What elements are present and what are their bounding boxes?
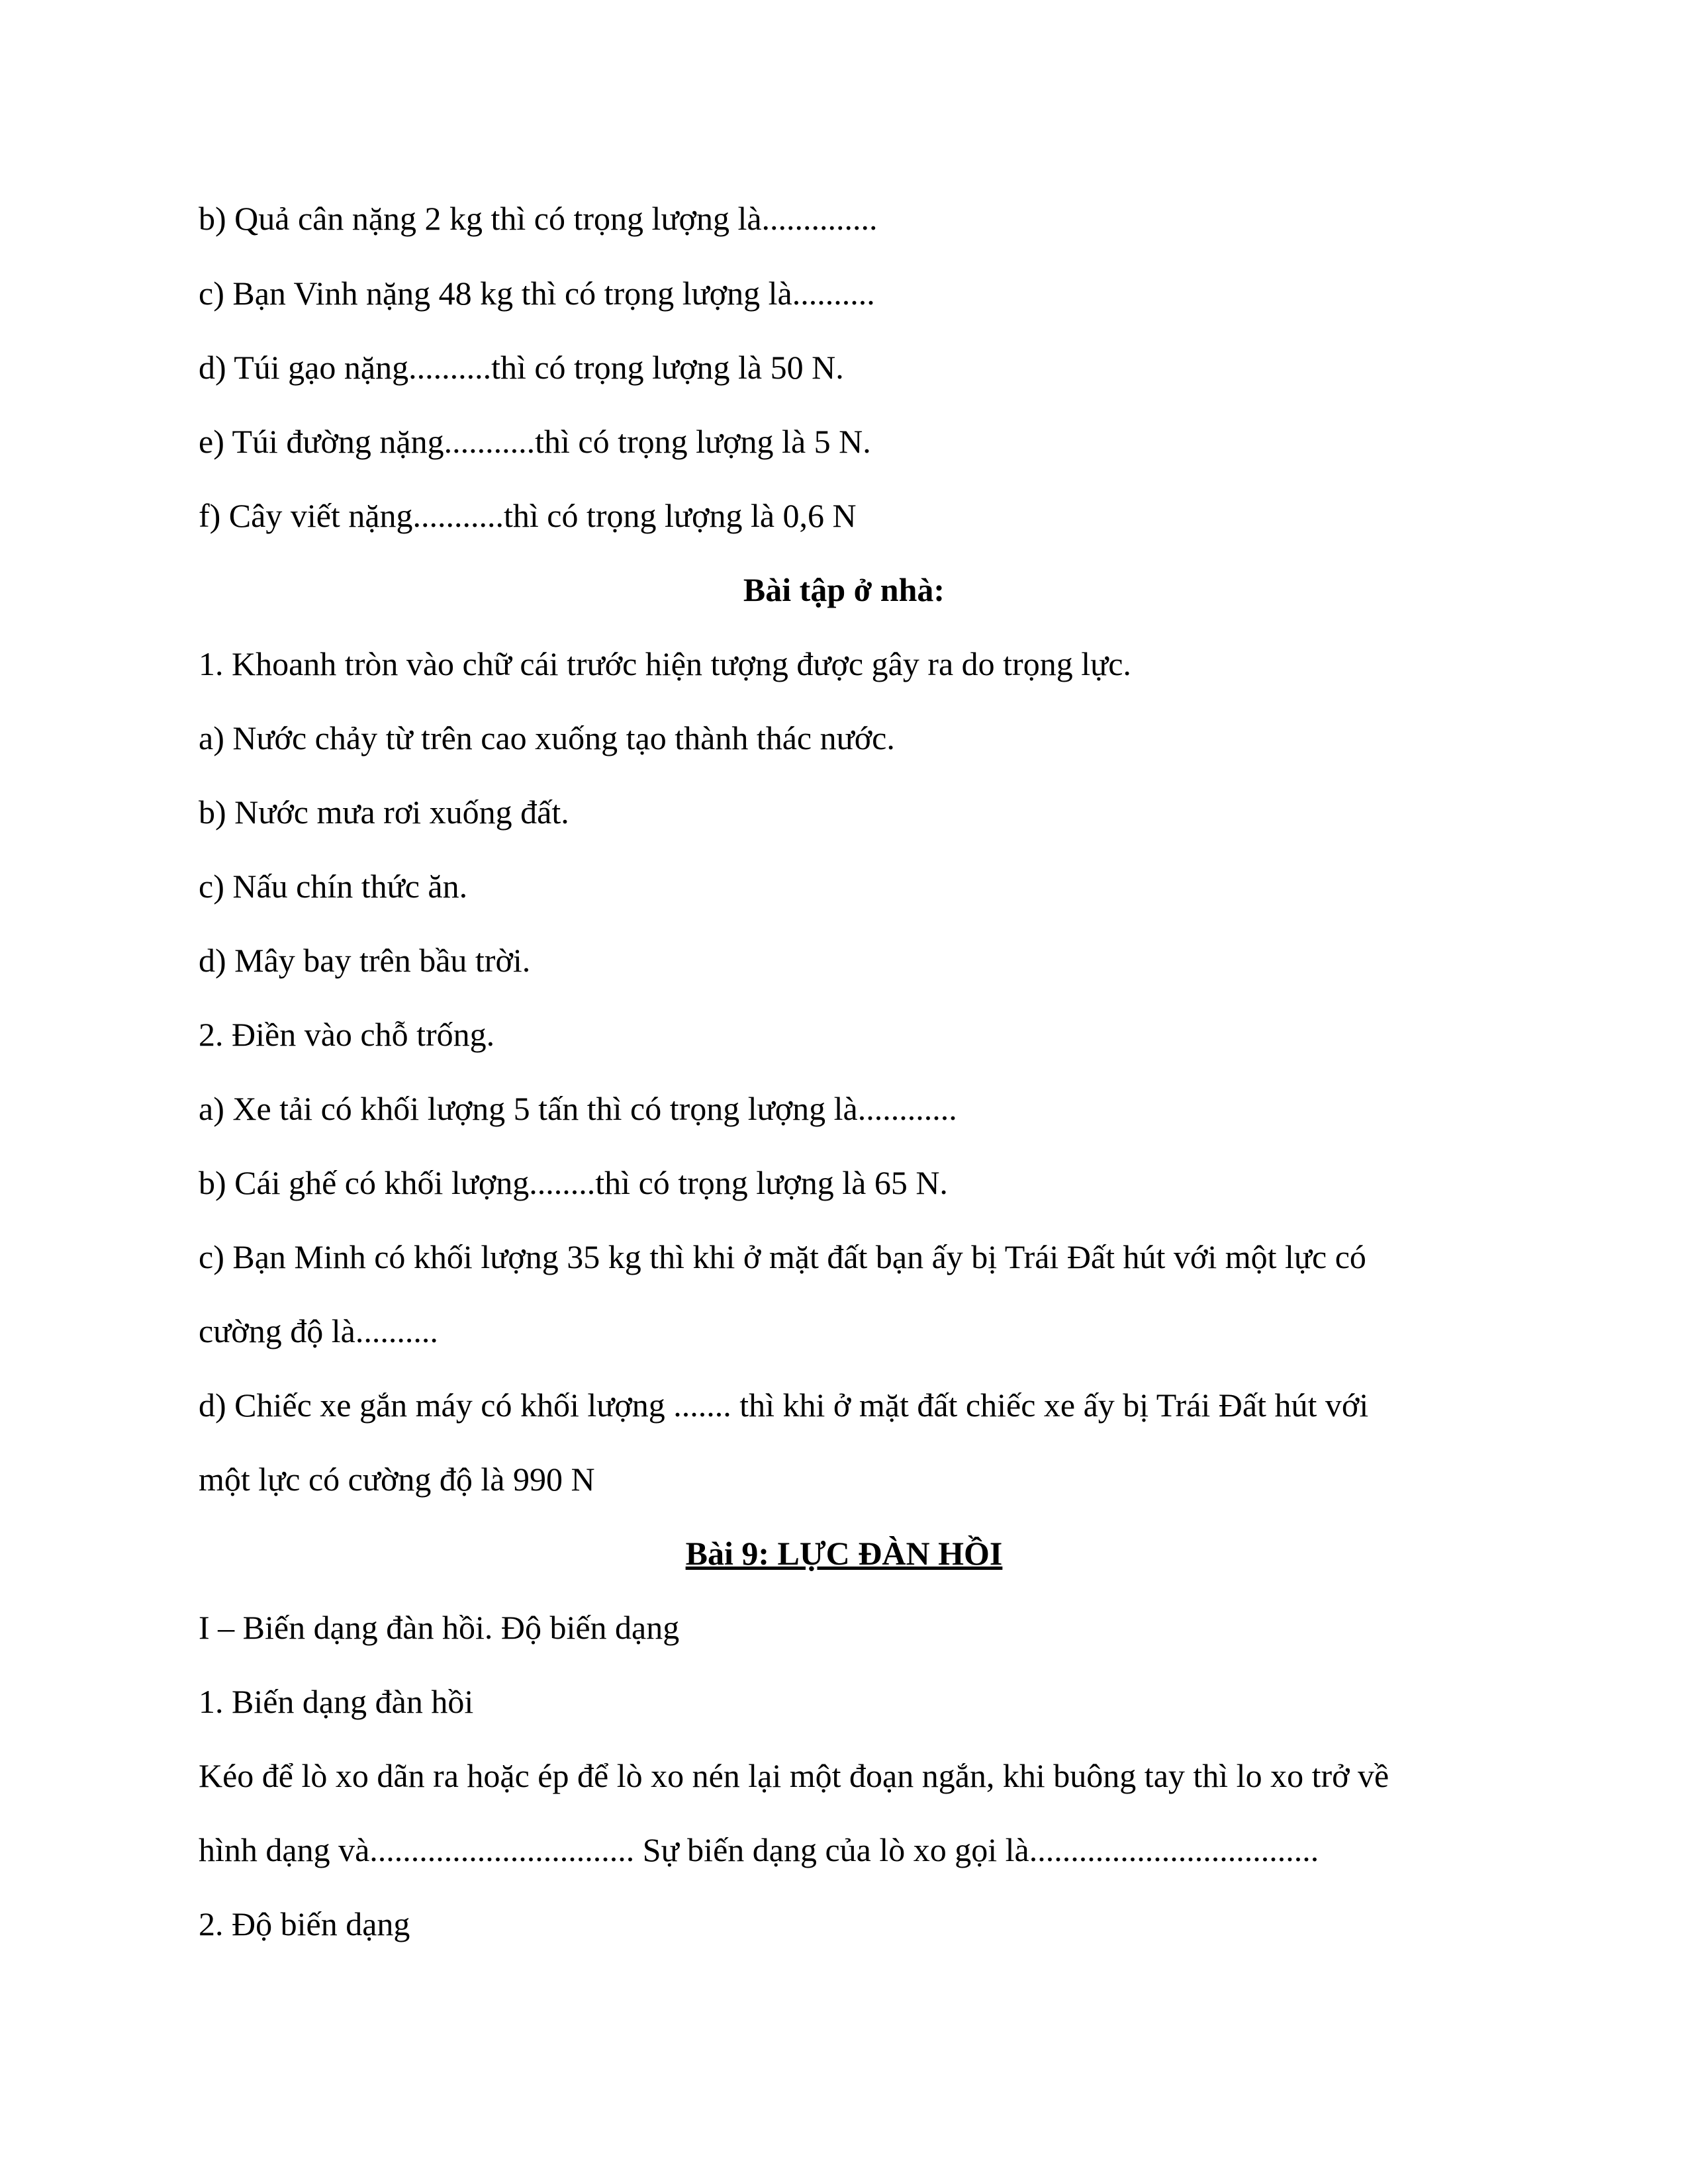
homework-fill-d: d) Chiếc xe gắn máy có khối lượng ....... thì khi ở mặt đất chiếc xe ấy bị Trái Đất hút với [199,1387,1369,1424]
homework-option-c: c) Nấu chín thức ăn. [199,868,468,905]
homework-heading: Bài tập ở nhà: [743,571,945,608]
exercise-line-c: c) Bạn Vinh nặng 48 kg thì có trọng lượng là.......... [199,275,875,312]
paragraph-line-1: Kéo để lò xo dãn ra hoặc ép để lò xo nén lại một đoạn ngắn, khi buông tay thì lo xo trở về [199,1757,1389,1794]
homework-option-a: a) Nước chảy từ trên cao xuống tạo thành thác nước. [199,719,895,756]
homework-fill-a: a) Xe tải có khối lượng 5 tấn thì có trọng lượng là............ [199,1090,957,1127]
homework-fill-d-cont: một lực có cường độ là 990 N [199,1461,595,1498]
exercise-line-d: d) Túi gạo nặng..........thì có trọng lượng là 50 N. [199,349,844,386]
subsection-heading-1: 1. Biến dạng đàn hồi [199,1683,474,1720]
homework-fill-c-cont: cường độ là.......... [199,1312,438,1349]
lesson-heading: Bài 9: LỰC ĐÀN HỒI [685,1535,1003,1572]
homework-fill-b: b) Cái ghế có khối lượng........thì có trọng lượng là 65 N. [199,1164,948,1201]
paragraph-line-2: hình dạng và................................ Sự biến dạng của lò xo gọi là................................... [199,1831,1319,1868]
homework-question-1: 1. Khoanh tròn vào chữ cái trước hiện tượng được gây ra do trọng lực. [199,645,1131,682]
homework-fill-c: c) Bạn Minh có khối lượng 35 kg thì khi ở mặt đất bạn ấy bị Trái Đất hút với một lực có [199,1238,1366,1275]
homework-question-2: 2. Điền vào chỗ trống. [199,1016,495,1053]
subsection-heading-2: 2. Độ biến dạng [199,1905,410,1942]
exercise-line-e: e) Túi đường nặng...........thì có trọng lượng là 5 N. [199,423,871,460]
section-heading: I – Biến dạng đàn hồi. Độ biến dạng [199,1609,680,1646]
exercise-line-b: b) Quả cân nặng 2 kg thì có trọng lượng là.............. [199,200,878,237]
exercise-line-f: f) Cây viết nặng...........thì có trọng lượng là 0,6 N [199,497,857,534]
homework-option-d: d) Mây bay trên bầu trời. [199,942,531,979]
homework-option-b: b) Nước mưa rơi xuống đất. [199,794,569,831]
